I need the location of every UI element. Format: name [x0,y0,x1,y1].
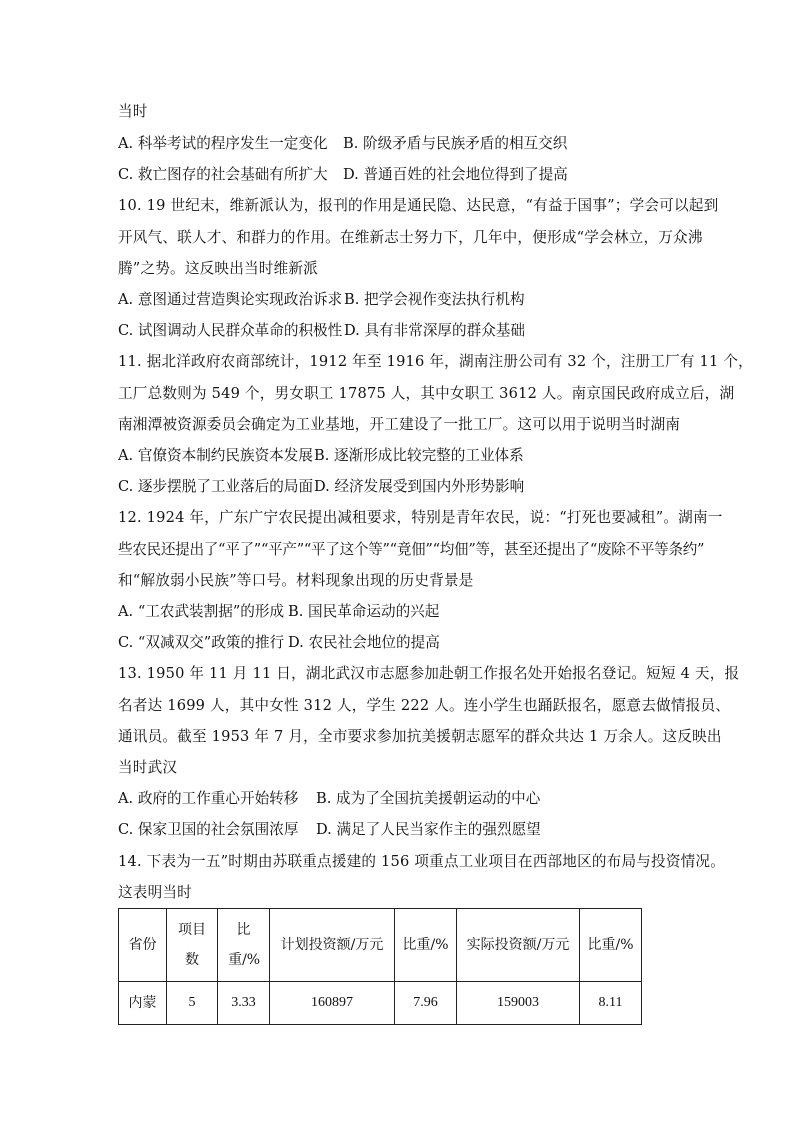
table-cell: 5 [167,982,218,1025]
q14-stem-line-2: 这表明当时 [118,884,192,901]
q9-option-c: C. 救亡图存的社会基础有所扩大 [118,166,328,183]
q10-option-a: A. 意图通过营造舆论实现政治诉求 [118,291,343,308]
table-cell: 160897 [270,982,395,1025]
q13-option-a: A. 政府的工作重心开始转移 [118,790,299,807]
q13-stem-line-4: 当时武汉 [118,759,178,776]
q11-option-b: B. 逐渐形成比较完整的工业体系 [314,447,524,464]
q9-option-b: B. 阶级矛盾与民族矛盾的相互交织 [343,135,568,152]
table-header-cell: 实际投资额/万元 [457,909,580,982]
table-header-cell: 计划投资额/万元 [270,909,395,982]
q13-stem-line-1: 13. 1950 年 11 月 11 日，湖北武汉市志愿参加赴朝工作报名处开始报名登记。短短 4 天，报 [118,665,740,682]
q10-option-d: D. 具有非常深厚的群众基础 [344,322,525,339]
table-header-cell: 比重/% [395,909,457,982]
q12-option-a: A. “工农武装割据”的形成 [118,603,285,620]
q13-stem-line-2: 名者达 1699 人，其中女性 312 人，学生 222 人。连小学生也踊跃报名，愿意去做情报员、 [118,697,731,714]
q12-stem-line-2: 些农民还提出了“平了”“平产”“平了这个等”“竟佃”“均佃”等，甚至还提出了“废除不平等条约” [118,541,705,558]
q10-option-c: C. 试图调动人民群众革命的积极性 [118,322,343,339]
q11-option-c: C. 逐步摆脱了工业落后的局面 [118,478,314,495]
q13-option-b: B. 成为了全国抗美援朝运动的中心 [316,790,541,807]
table-row [119,982,642,1025]
q11-option-a: A. 官僚资本制约民族资本发展 [118,447,313,464]
q11-stem-line-2: 工厂总数则为 549 个，男女职工 17875 人，其中女职工 3612 人。南京国民政府成立后，湖 [118,385,735,402]
table-cell: 7.96 [395,982,457,1025]
q9-stem-tail: 当时 [118,103,148,120]
q10-stem-line-2: 开风气、联人才、和群力的作用。在维新志士努力下，几年中，便形成“学会林立，万众沸 [118,229,703,246]
q13-option-c: C. 保家卫国的社会氛围浓厚 [118,821,299,838]
table-header-cell: 项目数 [167,909,218,982]
q11-stem-line-3: 南湘潭被资源委员会确定为工业基地，开工建设了一批工厂。这可以用于说明当时湖南 [118,416,681,433]
q12-option-c: C. “双减双交”政策的推行 [118,634,285,651]
q9-option-a: A. 科举考试的程序发生一定变化 [118,135,328,152]
q10-stem-line-1: 10. 19 世纪末，维新派认为，报刊的作用是通民隐、达民意，“有益于国事”；学会可以起到 [118,197,719,214]
q12-option-b: B. 国民革命运动的兴起 [288,603,440,620]
table-cell: 8.11 [580,982,642,1025]
table-header-cell: 省份 [119,909,167,982]
table-header-row [119,909,642,982]
investment-table [118,908,642,1025]
q12-stem-line-3: 和“解放弱小民族”等口号。材料现象出现的历史背景是 [118,572,474,589]
q10-option-b: B. 把学会视作变法执行机构 [344,291,525,308]
table-cell: 159003 [457,982,580,1025]
q13-option-d: D. 满足了人民当家作主的强烈愿望 [316,821,541,838]
q10-stem-line-3: 腾”之势。这反映出当时维新派 [118,260,318,277]
q12-stem-line-1: 12. 1924 年，广东广宁农民提出减租要求，特别是青年农民，说：“打死也要减租”。湖南一 [118,509,723,526]
table-cell: 内蒙 [119,982,167,1025]
table-header-cell: 比重/% [218,909,270,982]
q14-stem-line-1: 14. 下表为一五”时期由苏联重点援建的 156 项重点工业项目在西部地区的布局与投资情况。 [118,853,726,870]
table-cell: 3.33 [218,982,270,1025]
table-header-cell: 比重/% [580,909,642,982]
q11-stem-line-1: 11. 据北洋政府农商部统计，1912 年至 1916 年，湖南注册公司有 32 个，注册工厂有 11 个， [118,353,753,370]
q11-option-d: D. 经济发展受到国内外形势影响 [314,478,525,495]
q9-option-d: D. 普通百姓的社会地位得到了提高 [343,166,568,183]
q13-stem-line-3: 通讯员。截至 1953 年 7 月，全市要求参加抗美援朝志愿军的群众共达 1 万余人。这反映出 [118,728,722,745]
q12-option-d: D. 农民社会地位的提高 [288,634,440,651]
